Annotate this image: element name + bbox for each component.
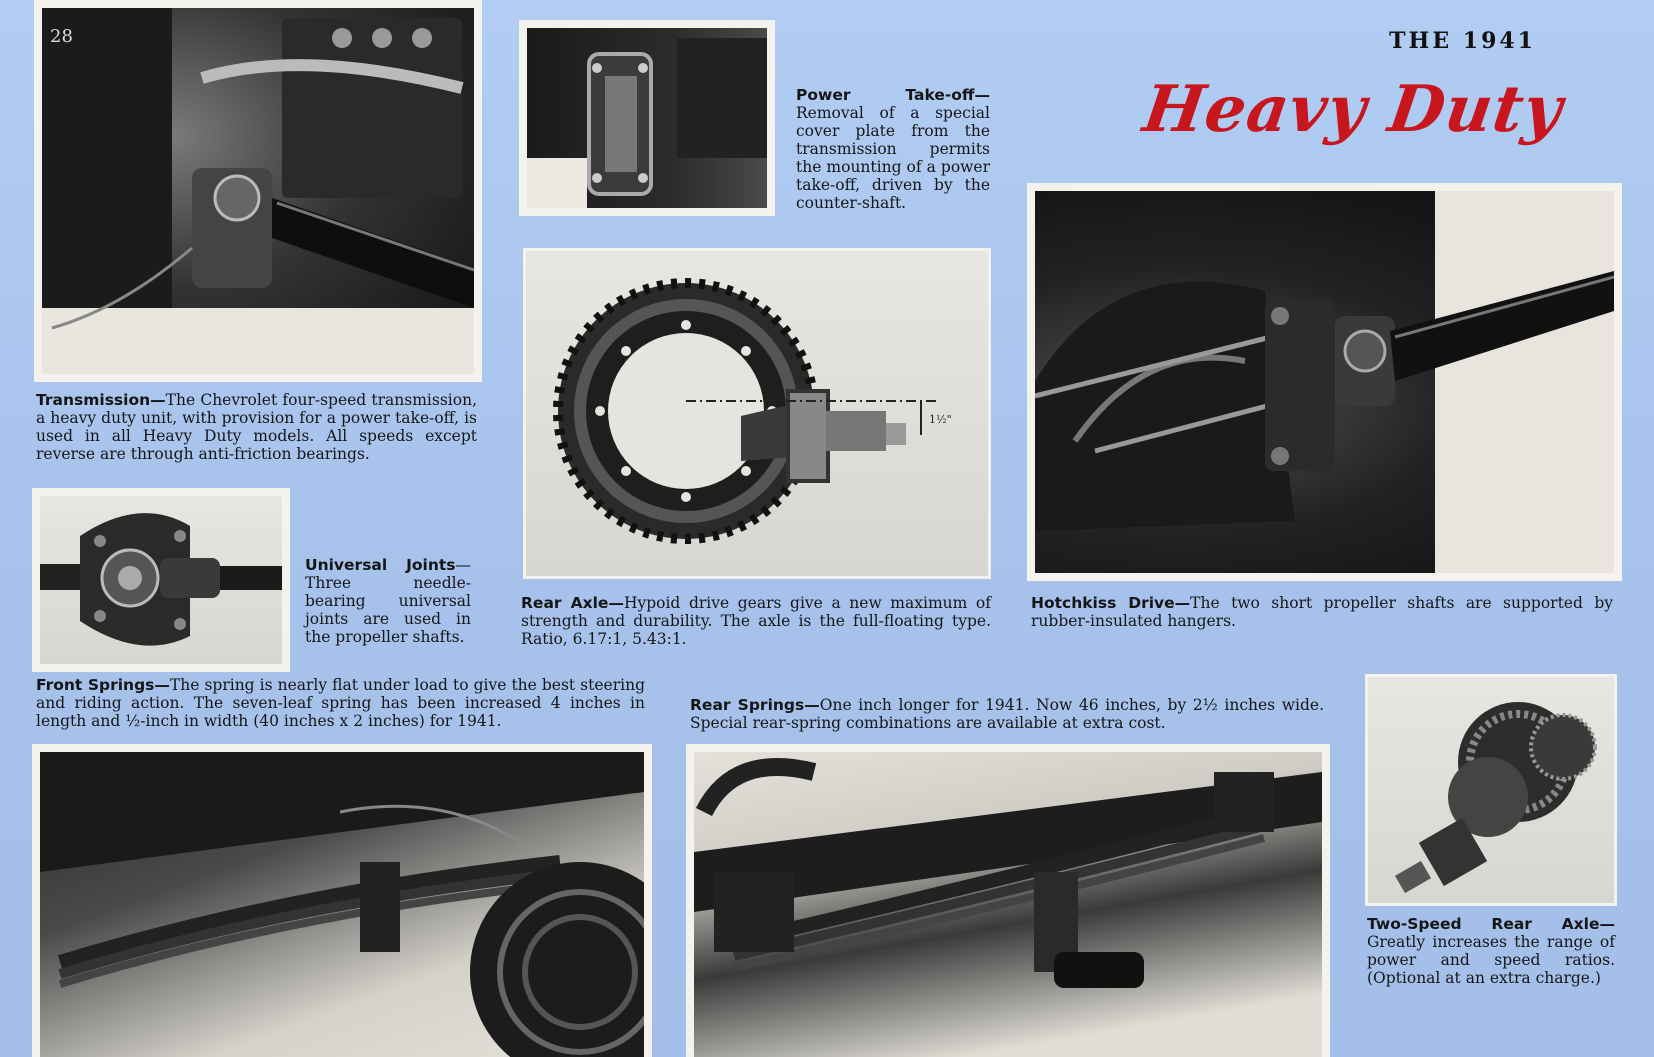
hotchkiss-drive-illustration — [1035, 191, 1614, 573]
power-take-off-illustration — [527, 28, 767, 208]
power-take-off-photo — [519, 20, 775, 216]
transmission-caption-body: The Chevrolet four-speed transmission, a heavy duty unit, with provision for a power take-off, is used in all Heavy Duty models. All speeds except reverse are through anti-friction bearings. — [36, 391, 477, 463]
hotchkiss-drive-photo — [1027, 183, 1622, 581]
transmission-caption-lead: Transmission— — [36, 391, 166, 409]
two-speed-axle-illustration — [1368, 677, 1614, 903]
front-spring-illustration — [40, 752, 644, 1057]
power-take-off-caption-lead: Power Take-off— — [796, 86, 990, 104]
transmission-illustration — [42, 8, 474, 374]
rear-springs-photo — [686, 744, 1330, 1057]
front-springs-caption — [36, 676, 645, 730]
gear-offset-label: 1½" — [929, 413, 952, 426]
universal-joints-caption-body: —Three needle-bearing universal joints are used in the propeller shafts. — [305, 556, 471, 646]
hotchkiss-drive-caption-body: The two short propeller shafts are supported by rubber-insulated hangers. — [1031, 594, 1613, 630]
rear-spring-illustration — [694, 752, 1322, 1057]
two-speed-rear-axle-caption-lead: Two-Speed Rear Axle— — [1367, 915, 1615, 933]
two-speed-rear-axle-caption-body: Greatly increases the range of power and speed ratios. (Optional at an extra charge.) — [1367, 933, 1615, 987]
two-speed-axle-photo — [1365, 674, 1617, 906]
transmission-photo — [34, 0, 482, 382]
front-springs-photo — [32, 744, 652, 1057]
hotchkiss-drive-caption-lead: Hotchkiss Drive— — [1031, 594, 1191, 612]
two-speed-rear-axle-caption — [1367, 915, 1615, 987]
title-year: THE 1941 — [1389, 28, 1536, 54]
title-heavy-duty: Heavy Duty — [1138, 72, 1568, 147]
rear-axle-caption — [521, 594, 991, 648]
rear-axle-caption-lead: Rear Axle— — [521, 594, 624, 612]
rear-springs-caption — [690, 696, 1324, 732]
rear-axle-gear-photo — [523, 248, 991, 579]
universal-joints-photo — [32, 488, 290, 672]
page-number: 28 — [50, 26, 73, 47]
rear-springs-caption-lead: Rear Springs— — [690, 696, 820, 714]
front-springs-caption-body: The spring is nearly flat under load to give the best steering and riding action. The seven-leaf spring has been increased 4 inches in length and ½-inch in width (40 inches x 2 inches) for 1941. — [36, 676, 645, 730]
power-take-off-caption — [796, 86, 990, 212]
rear-springs-caption-body: One inch longer for 1941. Now 46 inches, by 2½ inches wide. Special rear-spring combinations are available at extra cost. — [690, 696, 1325, 732]
front-springs-caption-lead: Front Springs— — [36, 676, 170, 694]
hypoid-gear-illustration — [526, 251, 988, 576]
universal-joint-illustration — [40, 496, 282, 664]
universal-joints-caption-lead: Universal Joints — [305, 556, 456, 574]
power-take-off-caption-body: Removal of a special cover plate from the transmission permits the mounting of a power take-off, driven by the counter-shaft. — [796, 104, 990, 212]
hotchkiss-drive-caption — [1031, 594, 1613, 630]
transmission-caption — [36, 391, 477, 463]
rear-axle-caption-body: Hypoid drive gears give a new maximum of strength and durability. The axle is the full-floating type. Ratio, 6.17:1, 5.43:1. — [521, 594, 991, 648]
universal-joints-caption — [305, 556, 471, 646]
